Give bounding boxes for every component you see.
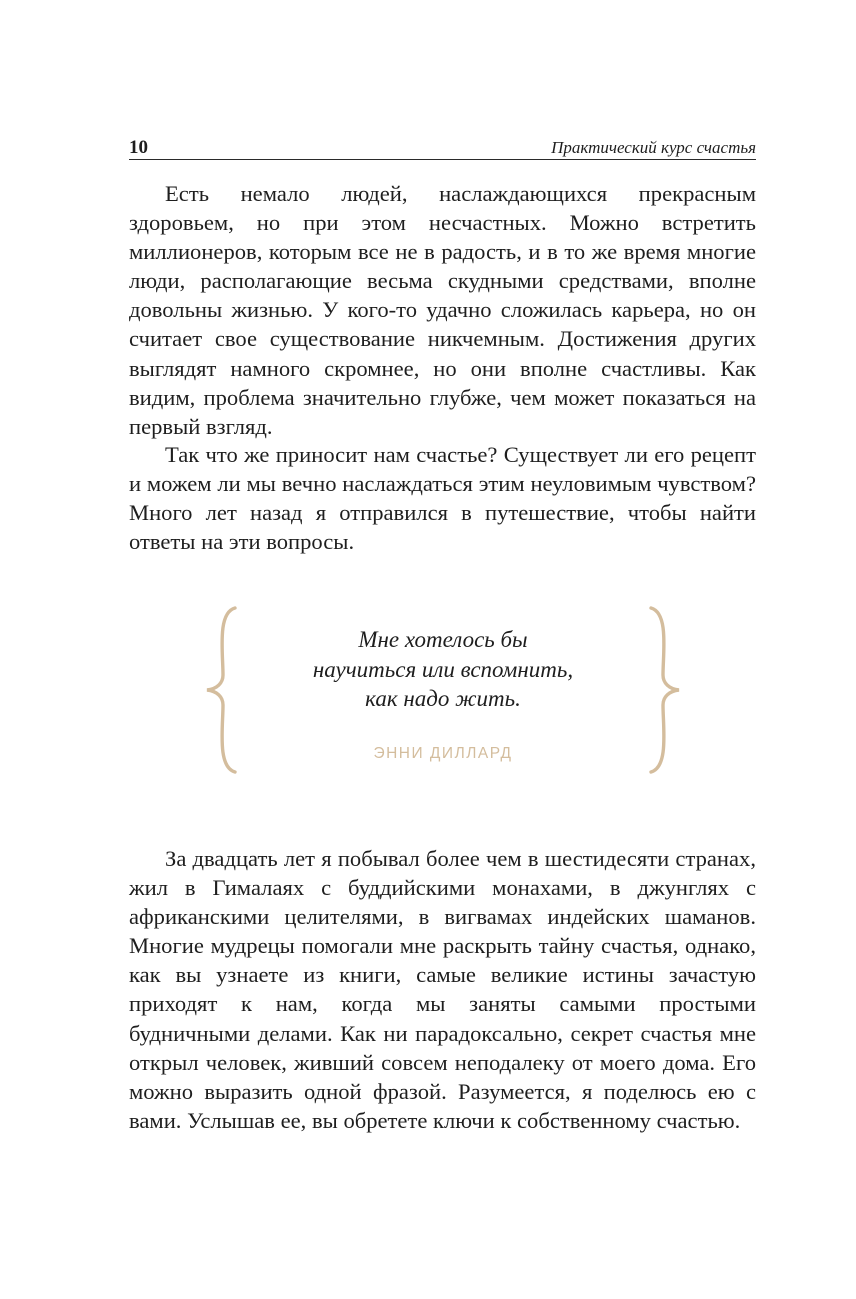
page-number: 10 [129, 137, 148, 158]
body-paragraph-3: За двадцать лет я побывал более чем в шестидесяти странах, жил в Гималаях с буддийскими монахами, в джунглях с африканскими целителями, в вигвамах индейских шаманов. Многие мудрецы помогали мне раскрыть тайну счастья, однако, как вы узнаете из книги, самые великие истины зачастую приходят к нам, когда мы заняты самыми простыми будничными делами. Как ни парадоксально, секрет счастья мне открыл человек, живший совсем неподалеку от моего дома. Его можно выразить одной фразой. Разумеется, я поделюсь ею с вами. Услышав ее, вы обретете ключи к собственному счастью. [129, 846, 756, 1133]
body-paragraph-2: Так что же приносит нам счастье? Существует ли его рецепт и можем ли мы вечно наслаждаться этим неуловимым чувством? Много лет назад я отправился в путешествие, чтобы найти ответы на эти вопросы. [129, 442, 756, 555]
quote-line-3: как надо жить. [365, 686, 521, 711]
right-brace-ornament [643, 605, 683, 775]
quote-author: ЭННИ ДИЛЛАРД [373, 745, 513, 762]
epigraph-quote [203, 605, 683, 775]
left-brace-ornament [203, 605, 243, 775]
running-title: Практический курс счастья [551, 138, 756, 157]
body-paragraph-1: Есть немало людей, наслаждающихся прекрасным здоровьем, но при этом несчастных. Можно встретить миллионеров, которым все не в радость, и в то же время многие люди, располагающие весьма скудными средствами, вполне довольны жизнью. У кого-то удачно сложилась карьера, но он считает свое существование никчемным. Достижения других выглядят намного скромнее, но они вполне счастливы. Как видим, проблема значительно глубже, чем может показаться на первый взгляд. [129, 181, 756, 439]
running-head [129, 135, 756, 160]
quote-text [243, 625, 643, 714]
quote-line-2: научиться или вспомнить, [312, 656, 574, 682]
quote-line-1: Мне хотелось бы [358, 627, 528, 652]
